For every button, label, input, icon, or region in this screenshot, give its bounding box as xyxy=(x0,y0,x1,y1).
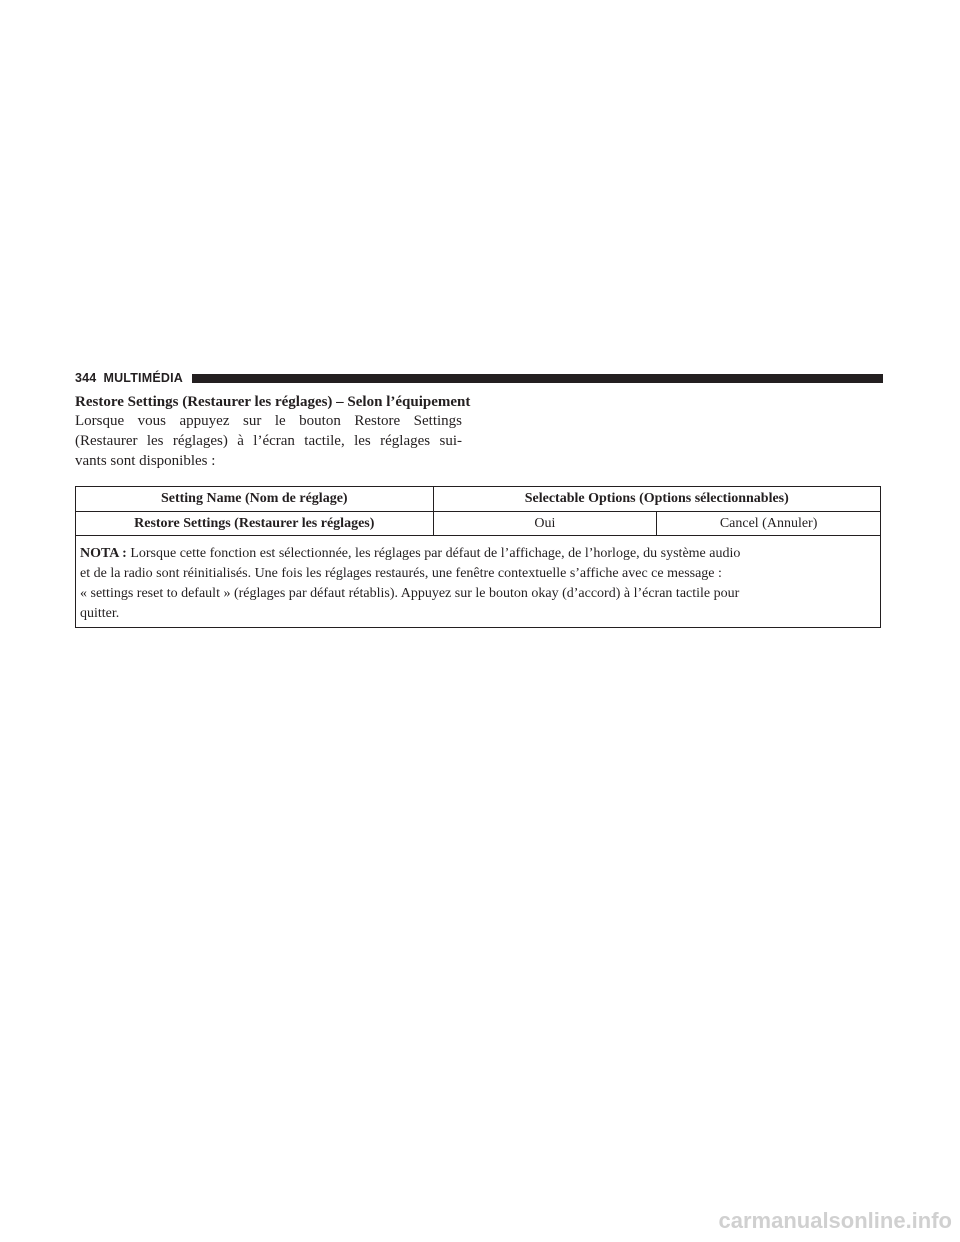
note-label: NOTA : xyxy=(80,546,131,561)
header-rule xyxy=(192,374,883,383)
intro-line: Lorsque vous appuyez sur le bouton Restore Settings xyxy=(75,413,462,429)
intro-line: vants sont disponibles : xyxy=(75,453,216,469)
option-cell: Cancel (Annuler) xyxy=(657,512,881,536)
page-header xyxy=(75,370,883,386)
watermark-logo: carmanualsonline.info xyxy=(718,1208,952,1233)
note-cell xyxy=(76,536,881,628)
settings-table xyxy=(75,486,881,628)
table-row xyxy=(76,512,881,536)
note-text: Lorsque cette fonction est sélectionnée, les réglages par défaut de l’affichage, de l’horloge, du système audio xyxy=(130,546,741,561)
section-title: MULTIMÉDIA xyxy=(103,371,184,385)
note-text: et de la radio sont réinitialisés. Une fois les réglages restaurés, une fenêtre contextuelle s’affiche avec ce message : xyxy=(80,566,722,581)
intro-paragraph xyxy=(75,411,462,471)
page-number: 344 xyxy=(75,371,97,385)
intro-line: (Restaurer les réglages) à l’écran tactile, les réglages sui- xyxy=(75,433,462,449)
option-cell: Oui xyxy=(433,512,657,536)
table-header-row xyxy=(76,487,881,512)
header-selectable-options: Selectable Options (Options sélectionnables) xyxy=(433,487,880,512)
setting-name-cell: Restore Settings (Restaurer les réglages) xyxy=(76,512,434,536)
note-row xyxy=(76,536,881,628)
note-text: « settings reset to default » (réglages par défaut rétablis). Appuyez sur le bouton okay (d’accord) à l’écran tactile pour xyxy=(80,586,740,601)
note-text: quitter. xyxy=(80,606,120,621)
section-heading: Restore Settings (Restaurer les réglages) – Selon l’équipement xyxy=(75,394,471,410)
header-setting-name: Setting Name (Nom de réglage) xyxy=(76,487,434,512)
